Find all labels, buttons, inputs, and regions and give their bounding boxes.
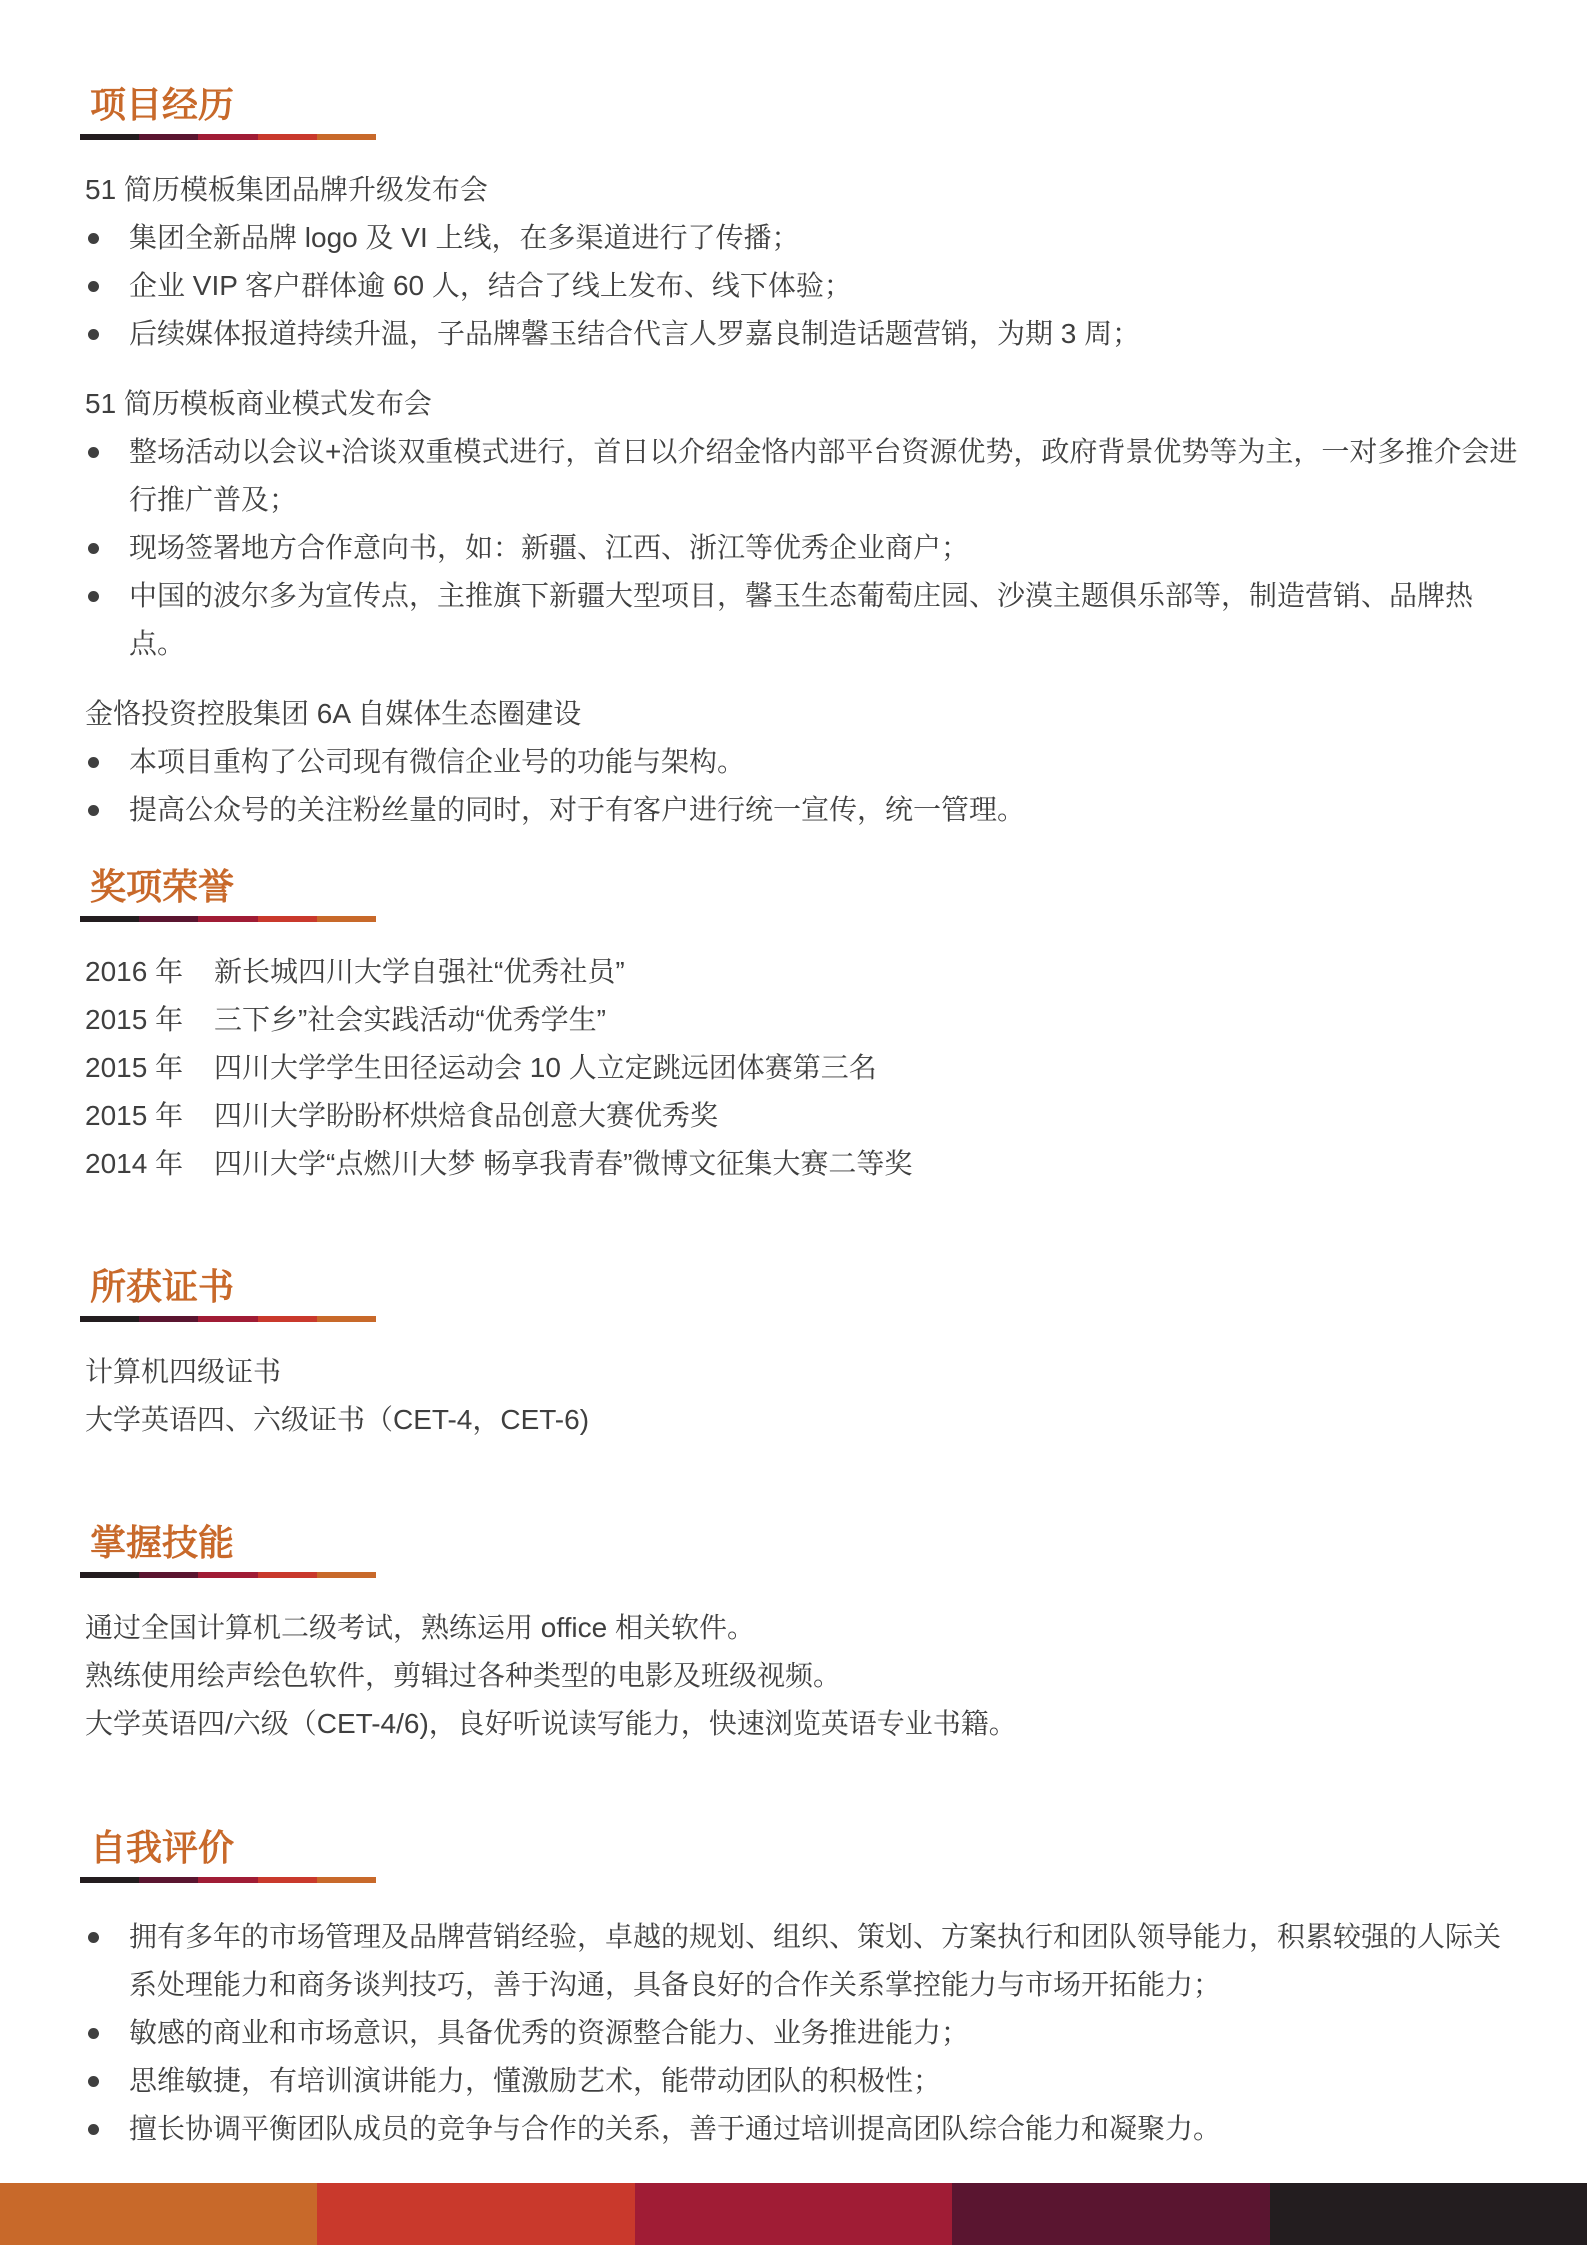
skill-list: [80, 1604, 1520, 1748]
project-name: 51 简历模板商业模式发布会: [85, 388, 432, 419]
project-item: [80, 380, 1520, 668]
section-self-evaluation: [80, 1823, 1520, 2153]
bullet-item: 集团全新品牌 logo 及 VI 上线，在多渠道进行了传播；: [80, 214, 1520, 262]
bullet-item: 思维敏捷，有培训演讲能力，懂激励艺术，能带动团队的积极性；: [80, 2057, 1520, 2105]
section-title: 奖项荣誉: [90, 866, 235, 907]
section-skills: [80, 1518, 1520, 1748]
footer-color-band: [0, 2183, 1587, 2245]
award-text: 三下乡”社会实践活动“优秀学生”: [214, 1004, 606, 1035]
award-year: 2015 年: [85, 1052, 184, 1083]
project-name: 51 简历模板集团品牌升级发布会: [85, 174, 488, 205]
section-title-bar: [80, 1572, 376, 1578]
bullet-item: 本项目重构了公司现有微信企业号的功能与架构。: [80, 738, 1520, 786]
award-text: 新长城四川大学自强社“优秀社员”: [214, 956, 625, 987]
bullet-item: 擅长协调平衡团队成员的竞争与合作的关系，善于通过培训提高团队综合能力和凝聚力。: [80, 2105, 1520, 2153]
project-item: [80, 166, 1520, 358]
bullet-item: 后续媒体报道持续升温，子品牌馨玉结合代言人罗嘉良制造话题营销，为期 3 周；: [80, 310, 1520, 358]
bullet-item: 提高公众号的关注粉丝量的同时，对于有客户进行统一宣传，统一管理。: [80, 786, 1520, 834]
section-title: 所获证书: [90, 1266, 235, 1307]
section-title-bar: [80, 134, 376, 140]
award-year: 2014 年: [85, 1148, 184, 1179]
footer-band-segment: [1270, 2183, 1587, 2245]
award-item: [80, 1140, 1520, 1188]
section-projects: [80, 80, 1520, 856]
bullet-item: 企业 VIP 客户群体逾 60 人，结合了线上发布、线下体验；: [80, 262, 1520, 310]
project-item: [80, 690, 1520, 834]
footer-band-segment: [635, 2183, 952, 2245]
bullet-item: 整场活动以会议+洽谈双重模式进行，首日以介绍金恪内部平台资源优势，政府背景优势等为主，一对多推介会进行推广普及；: [80, 428, 1520, 524]
award-item: [80, 1092, 1520, 1140]
footer-band-segment: [317, 2183, 634, 2245]
award-item: [80, 948, 1520, 996]
section-title-bar: [80, 1316, 376, 1322]
footer-band-segment: [952, 2183, 1269, 2245]
section-title: 掌握技能: [90, 1522, 235, 1563]
award-text: 四川大学盼盼杯烘焙食品创意大赛优秀奖: [214, 1100, 719, 1131]
certificate-list: [80, 1348, 1520, 1444]
award-item: [80, 996, 1520, 1044]
section-awards: [80, 862, 1520, 1188]
bullet-item: 敏感的商业和市场意识，具备优秀的资源整合能力、业务推进能力；: [80, 2009, 1520, 2057]
section-title-bar: [80, 916, 376, 922]
section-title: 自我评价: [90, 1827, 235, 1868]
bullet-item: 拥有多年的市场管理及品牌营销经验，卓越的规划、组织、策划、方案执行和团队领导能力，积累较强的人际关系处理能力和商务谈判技巧，善于沟通，具备良好的合作关系掌控能力与市场开拓能力；: [80, 1913, 1520, 2009]
award-text: 四川大学学生田径运动会 10 人立定跳远团体赛第三名: [214, 1052, 877, 1083]
award-item: [80, 1044, 1520, 1092]
footer-band-segment: [0, 2183, 317, 2245]
section-title: 项目经历: [90, 84, 235, 125]
award-year: 2015 年: [85, 1004, 184, 1035]
award-list: [80, 948, 1520, 1188]
self-evaluation-list: [80, 1913, 1520, 2153]
section-certificates: [80, 1262, 1520, 1444]
award-text: 四川大学“点燃川大梦 畅享我青春”微博文征集大赛二等奖: [214, 1148, 913, 1179]
project-list: [80, 166, 1520, 834]
bullet-item: 现场签署地方合作意向书，如：新疆、江西、浙江等优秀企业商户；: [80, 524, 1520, 572]
section-title-bar: [80, 1877, 376, 1883]
project-name: 金恪投资控股集团 6A 自媒体生态圈建设: [85, 698, 582, 729]
bullet-item: 中国的波尔多为宣传点，主推旗下新疆大型项目，馨玉生态葡萄庄园、沙漠主题俱乐部等，制造营销、品牌热点。: [80, 572, 1520, 668]
skill-item: 熟练使用绘声绘色软件，剪辑过各种类型的电影及班级视频。: [85, 1660, 842, 1691]
certificate-item: 计算机四级证书: [85, 1356, 282, 1387]
award-year: 2015 年: [85, 1100, 184, 1131]
skill-item: 大学英语四/六级（CET-4/6)，良好听说读写能力，快速浏览英语专业书籍。: [85, 1708, 1017, 1739]
skill-item: 通过全国计算机二级考试，熟练运用 office 相关软件。: [85, 1612, 755, 1643]
certificate-item: 大学英语四、六级证书（CET-4，CET-6): [85, 1404, 590, 1435]
award-year: 2016 年: [85, 956, 184, 987]
